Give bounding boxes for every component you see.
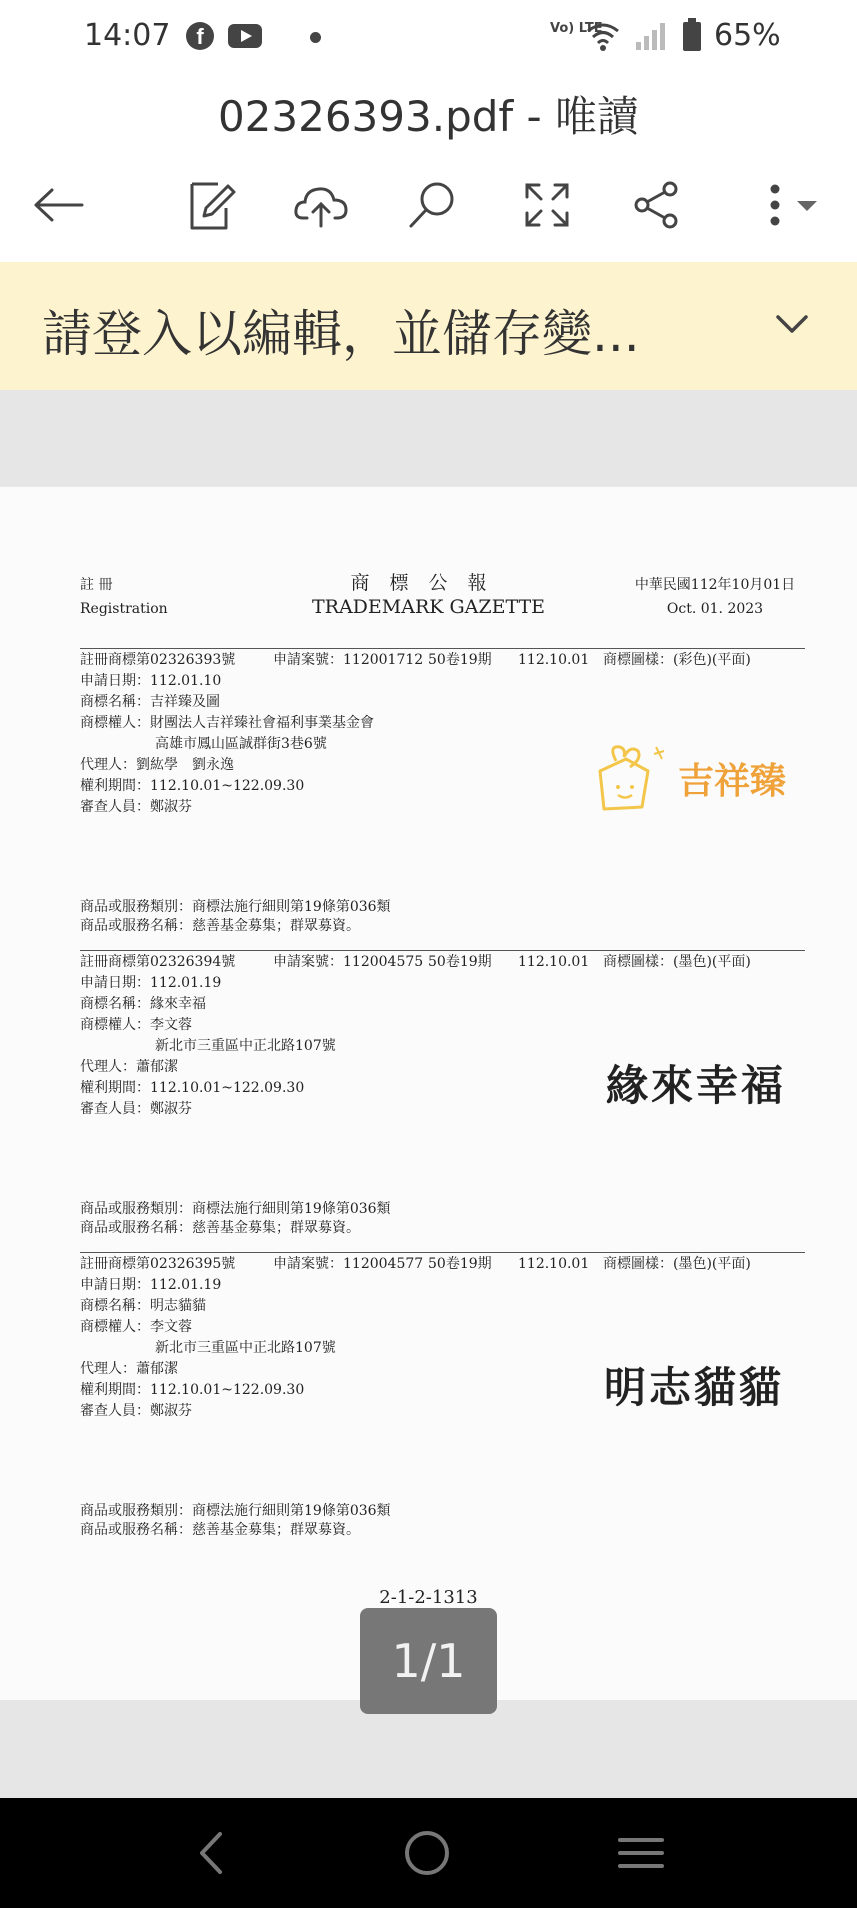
gazette-title-en: TRADEMARK GAZETTE: [311, 596, 546, 618]
trademark-logo-mingzhi: 明志貓貓: [604, 1363, 785, 1412]
page-number: 2-1-2-1313: [379, 1587, 478, 1608]
volume: 50卷19期: [428, 652, 492, 668]
publish-date: 112.10.01: [518, 954, 590, 970]
fullscreen-button[interactable]: [512, 170, 582, 240]
battery-icon: [682, 18, 702, 52]
chevron-down-icon[interactable]: [770, 302, 814, 346]
notification-dot-icon: [310, 32, 321, 43]
viewer-background-bottom: [0, 1700, 857, 1798]
agent: 代理人：蕭郁潔: [80, 1361, 178, 1377]
upload-button[interactable]: [286, 170, 356, 240]
image-type: 商標圖樣：(墨色)(平面): [603, 954, 751, 970]
owner-address: 新北市三重區中正北路107號: [155, 1340, 336, 1356]
edit-icon: [186, 178, 236, 232]
trademark-name: 商標名稱：吉祥臻及圖: [80, 694, 220, 710]
pdf-page[interactable]: [0, 487, 857, 1700]
document-title: 02326393.pdf - 唯讀: [217, 92, 640, 141]
volume: 50卷19期: [428, 954, 492, 970]
application-number: 申請案號：112004577: [273, 1256, 424, 1272]
search-icon: [407, 179, 459, 231]
right-period: 權利期間：112.10.01~122.09.30: [80, 778, 305, 794]
header-left-zh: 註 冊: [80, 577, 113, 593]
reg-number: 註冊商標第02326395號: [80, 1256, 236, 1272]
examiner: 審查人員：鄭淑芬: [80, 799, 192, 815]
trademark-logo-jixiangzhen: [590, 737, 810, 817]
gazette-title-zh: 商標公報: [350, 572, 507, 594]
header-date-en: Oct. 01. 2023: [666, 601, 764, 617]
battery-percent: 65%: [714, 18, 781, 53]
share-icon: [632, 180, 682, 230]
youtube-icon: [228, 24, 262, 48]
goods-name: 商品或服務名稱：慈善基金募集；群眾募資。: [80, 1220, 360, 1236]
banner-text: 請登入以編輯，並儲存變...: [42, 305, 640, 363]
status-bar: [0, 0, 857, 76]
cloud-upload-icon: [293, 182, 349, 228]
nav-back-icon[interactable]: [188, 1828, 238, 1878]
volume: 50卷19期: [428, 1256, 492, 1272]
examiner: 審查人員：鄭淑芬: [80, 1101, 192, 1117]
wifi-icon: [586, 20, 620, 52]
entry-details: [80, 973, 336, 1120]
more-icon: [755, 180, 825, 230]
application-number: 申請案號：112001712: [273, 652, 424, 668]
page-indicator: 1/1: [360, 1608, 497, 1714]
header-date-zh: 中華民國112年10月01日: [634, 577, 796, 593]
examiner: 審查人員：鄭淑芬: [80, 1403, 192, 1419]
owner: 商標權人：李文蓉: [80, 1017, 192, 1033]
goods-class: 商品或服務類別：商標法施行細則第19條第036類: [80, 899, 391, 915]
trademark-name: 商標名稱：緣來幸福: [80, 996, 206, 1012]
goods-class: 商品或服務類別：商標法施行細則第19條第036類: [80, 1503, 391, 1519]
entry-divider: [80, 648, 805, 649]
back-button[interactable]: [24, 170, 94, 240]
image-type: 商標圖樣：(彩色)(平面): [603, 652, 751, 668]
publish-date: 112.10.01: [518, 652, 590, 668]
nav-recents-icon[interactable]: [616, 1828, 666, 1878]
entry-footer: [80, 1502, 391, 1540]
publish-date: 112.10.01: [518, 1256, 590, 1272]
fullscreen-icon: [523, 181, 571, 229]
apply-date: 申請日期：112.01.10: [80, 673, 222, 689]
owner: 商標權人：財團法人吉祥臻社會福利事業基金會: [80, 715, 374, 731]
image-type: 商標圖樣：(墨色)(平面): [603, 1256, 751, 1272]
header-left-en: Registration: [80, 601, 168, 617]
goods-name: 商品或服務名稱：慈善基金募集；群眾募資。: [80, 918, 360, 934]
application-number: 申請案號：112004575: [273, 954, 424, 970]
back-arrow-icon: [32, 185, 86, 225]
top-app-bar: [0, 0, 857, 262]
viewer-background: [0, 390, 857, 486]
logo-text-jixiangzhen: 吉祥臻: [678, 761, 787, 802]
trademark-logo-yuanlai: 緣來幸福: [606, 1061, 787, 1110]
owner: 商標權人：李文蓉: [80, 1319, 192, 1335]
trademark-name: 商標名稱：明志貓貓: [80, 1298, 206, 1314]
volte-icon: Vo) LTE: [550, 21, 603, 36]
entry-details: [80, 1275, 336, 1422]
status-time: 14:07: [84, 18, 171, 53]
login-banner[interactable]: [0, 262, 857, 390]
reg-number: 註冊商標第02326394號: [80, 954, 236, 970]
agent: 代理人：劉紘學 劉永逸: [80, 757, 234, 773]
entry-footer: [80, 1200, 391, 1238]
entry-footer: [80, 898, 391, 936]
apply-date: 申請日期：112.01.19: [80, 975, 222, 991]
reg-number: 註冊商標第02326393號: [80, 652, 236, 668]
search-button[interactable]: [398, 170, 468, 240]
facebook-icon: f: [186, 22, 214, 50]
entry-details: [80, 671, 374, 818]
owner-address: 高雄市鳳山區誠群街3巷6號: [155, 736, 327, 752]
goods-name: 商品或服務名稱：慈善基金募集；群眾募資。: [80, 1522, 360, 1538]
apply-date: 申請日期：112.01.19: [80, 1277, 222, 1293]
right-period: 權利期間：112.10.01~122.09.30: [80, 1080, 305, 1096]
share-button[interactable]: [622, 170, 692, 240]
signal-icon: [634, 20, 666, 52]
goods-class: 商品或服務類別：商標法施行細則第19條第036類: [80, 1201, 391, 1217]
right-period: 權利期間：112.10.01~122.09.30: [80, 1382, 305, 1398]
agent: 代理人：蕭郁潔: [80, 1059, 178, 1075]
owner-address: 新北市三重區中正北路107號: [155, 1038, 336, 1054]
entry-divider: [80, 950, 805, 951]
system-nav-bar: [0, 1798, 857, 1908]
nav-home-icon[interactable]: [402, 1828, 452, 1878]
more-options-button[interactable]: [750, 170, 830, 240]
edit-button[interactable]: [176, 170, 246, 240]
header-right: [620, 573, 810, 621]
toolbar: [0, 170, 857, 240]
entry-divider: [80, 1252, 805, 1253]
